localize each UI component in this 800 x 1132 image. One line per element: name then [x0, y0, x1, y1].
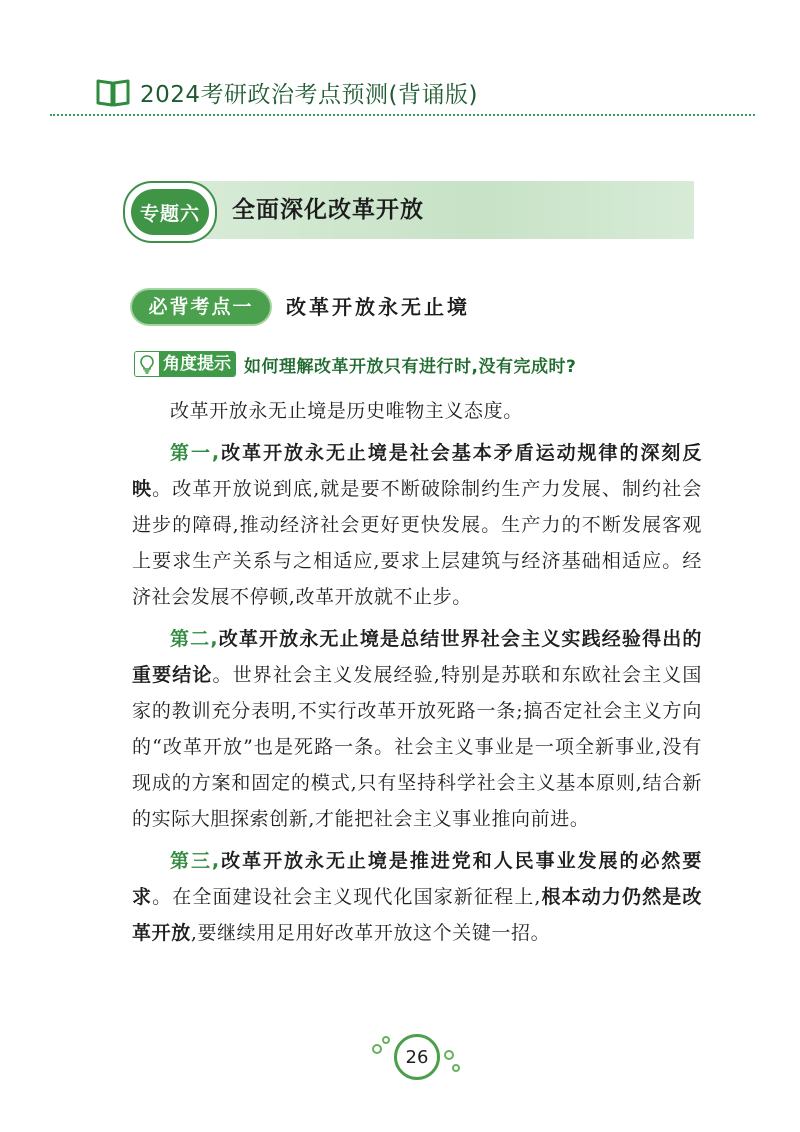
body-text	[132, 393, 702, 957]
paragraph-third-end: ,要继续用足用好改革开放这个关键一招。	[190, 922, 551, 944]
book-title: 2024考研政治考点预测(背诵版)	[140, 81, 478, 108]
decorative-dot	[444, 1050, 454, 1060]
paragraph-third-body: 。在全面建设社会主义现代化国家新征程上,	[152, 886, 542, 908]
paragraph-second	[132, 621, 702, 837]
paragraph-first	[132, 435, 702, 615]
decorative-dot	[452, 1064, 460, 1072]
running-header	[96, 72, 478, 112]
page-number-ornament	[368, 1028, 464, 1088]
decorative-dot	[372, 1044, 382, 1054]
lightbulb-icon	[135, 352, 159, 376]
open-book-icon	[96, 77, 130, 107]
topic-badge	[123, 181, 217, 243]
paragraph-first-body: 。改革开放说到底,就是要不断破除制约生产力发展、制约社会进步的障碍,推动经济社会更好更快发展。生产力的不断发展客观上要求生产关系与之相适应,要求上层建筑与经济基础相适应。经济社会发展不停顿,改革开放就不止步。	[132, 478, 702, 608]
paragraph-third-thesis: 改革开放永无止境是推进党和人民事业发展的必然要求	[132, 850, 702, 908]
angle-hint-badge	[134, 351, 236, 377]
paragraph-third	[132, 843, 702, 951]
page-number: 26	[394, 1034, 440, 1080]
paragraph-third-lead: 第三,	[170, 850, 220, 872]
topic-title: 全面深化改革开放	[232, 197, 424, 223]
paragraph-second-thesis: 改革开放永无止境是总结世界社会主义实践经验得出的重要结论	[132, 628, 702, 686]
angle-hint	[134, 350, 576, 378]
paragraph-first-lead: 第一,	[170, 442, 220, 464]
paragraph-second-lead: 第二,	[170, 628, 219, 650]
paragraph-third-emphasis: 根本动力仍然是改革开放	[132, 886, 702, 944]
angle-hint-question: 如何理解改革开放只有进行时,没有完成时?	[244, 356, 577, 377]
decorative-dot	[382, 1036, 390, 1044]
angle-hint-label: 角度提示	[159, 352, 235, 376]
intro-paragraph: 改革开放永无止境是历史唯物主义态度。	[170, 400, 523, 422]
topic-badge-label: 专题六	[131, 189, 209, 235]
paragraph-first-thesis: 改革开放永无止境是社会基本矛盾运动规律的深刻反映	[132, 442, 702, 500]
key-point-badge: 必背考点一	[132, 290, 270, 324]
key-point-title: 改革开放永无止境	[286, 295, 470, 319]
header-divider	[50, 114, 755, 116]
paragraph-second-body: 。世界社会主义发展经验,特别是苏联和东欧社会主义国家的教训充分表明,不实行改革开放死路一条;搞否定社会主义方向的“改革开放”也是死路一条。社会主义事业是一项全新事业,没有现成的方案和固定的模式,只有坚持科学社会主义基本原则,结合新的实际大胆探索创新,才能把社会主义事业推向前进。	[132, 664, 702, 830]
